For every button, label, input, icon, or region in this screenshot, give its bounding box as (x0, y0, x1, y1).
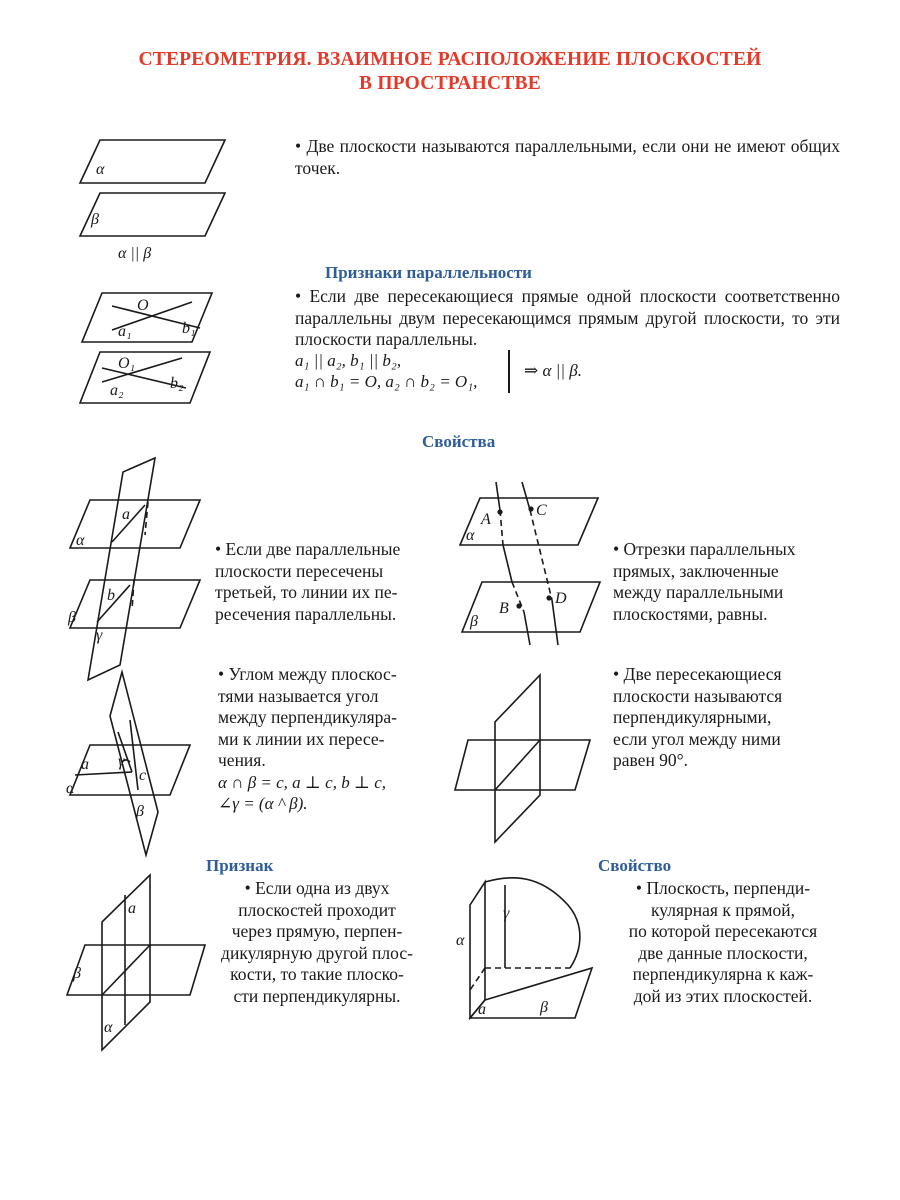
p4-line-5: равен 90°. (613, 750, 689, 770)
property-line-2: кулярная к прямой, (651, 899, 795, 920)
p2-line-2: прямых, заключенные (613, 560, 779, 581)
p2-line-1: • Отрезки параллельных (613, 539, 796, 559)
p3-formula-1: α ∩ β = c, a ⊥ c, b ⊥ c, (218, 773, 386, 792)
p3-label-alpha: α (66, 780, 75, 797)
property-line-3: по которой пересекаются (628, 921, 818, 941)
property-heading: Свойство (598, 856, 672, 875)
p2-label-B: B (499, 600, 509, 617)
p4-line-4: если угол между ними (613, 728, 781, 749)
criteria-text: • Если две пересекающиеся прямые одной плоскости соответственно параллельны двум пересекающимся прямым другой плоскости, то эти плоскости параллельны. (295, 286, 840, 349)
p1-line-3: третьей, то линии их пе- (215, 582, 398, 602)
p2-line-4: плоскостями, равны. (613, 603, 768, 624)
p3-line-2: тями называется угол (218, 685, 379, 706)
properties-heading: Свойства (422, 432, 496, 451)
sign-label-a: a (128, 900, 136, 917)
p2-label-alpha: α (466, 527, 475, 544)
criteria-conclusion: ⇒ α || β. (524, 361, 582, 380)
p3-label-c: c (139, 767, 147, 784)
prop-label-a: a (478, 1001, 486, 1018)
title-line-2: В ПРОСТРАНСТВЕ (359, 73, 541, 94)
label-O1: O₁ (118, 355, 136, 372)
p2-label-A: A (481, 511, 491, 528)
p1-line-1: • Если две параллельные (215, 539, 401, 559)
prop-label-gamma: γ (503, 905, 510, 922)
p3-label-a: a (81, 756, 89, 773)
prop-plane-gamma-curve (485, 878, 580, 968)
p3-formula-2: ∠γ = (α ^ β). (218, 794, 308, 813)
prop-plane-beta (470, 968, 592, 1018)
criteria-formula-line-1: a₁ || a₂, b₁ || b₂, (295, 351, 402, 370)
sign-label-beta: β (73, 965, 81, 982)
criteria-formula-line-2: a₁ ∩ b₁ = O, a₂ ∩ b₂ = O₁, (295, 372, 478, 391)
p3-label-beta: β (136, 803, 144, 820)
p2-label-D: D (555, 590, 567, 607)
p4-line-1: • Две пересекающиеся (613, 664, 782, 684)
p4-line-2: плоскости называются (613, 685, 783, 706)
label-alpha: α (96, 161, 105, 178)
p3-label-gamma: γ (118, 753, 125, 770)
property-line-5: перпендикулярна к каж- (632, 964, 814, 984)
label-O: O (137, 297, 149, 314)
p1-label-alpha: α (76, 532, 85, 549)
p1-label-beta: β (68, 609, 76, 626)
prop-plane-alpha (470, 882, 485, 1018)
prop-label-beta: β (540, 999, 548, 1016)
p3-line-5: чения. (218, 750, 266, 770)
p3-line-4: ми к линии их пересе- (218, 728, 385, 749)
p1-line-2: плоскости пересечены (215, 560, 384, 581)
sign-heading: Признак (206, 856, 274, 875)
title-line-1: СТЕРЕОМЕТРИЯ. ВЗАИМНОЕ РАСПОЛОЖЕНИЕ ПЛОСКОСТЕЙ (138, 49, 762, 70)
property-line-1: • Плоскость, перпенди- (635, 878, 811, 898)
label-beta: β (91, 211, 99, 228)
p3-line-1: • Углом между плоскос- (218, 664, 397, 684)
label-b2: b₂ (170, 375, 184, 392)
p1-line-4: ресечения параллельны. (215, 603, 397, 624)
prop-hidden-diag (470, 968, 485, 990)
p1-label-b: b (107, 587, 115, 604)
sign-line-6: сти перпендикулярны. (233, 985, 401, 1006)
property-line-4: две данные плоскости, (638, 942, 808, 963)
caption-parallel: α || β (118, 245, 152, 262)
sign-line-2: плоскостей проходит (238, 899, 396, 920)
p1-label-a: a (122, 506, 130, 523)
p2-label-C: C (536, 502, 547, 519)
sign-label-alpha: α (104, 1019, 113, 1036)
p2-label-beta: β (470, 613, 478, 630)
property-line-6: дой из этих плоскостей. (633, 985, 813, 1006)
label-a1: a₁ (118, 323, 132, 340)
sign-line-3: через прямую, перпен- (231, 921, 403, 941)
property-text (598, 878, 848, 1007)
p3-line-3: между перпендикуляра- (218, 707, 397, 727)
parallel-definition: • Две плоскости называются параллельными, если они не имеют общих точек. (295, 136, 840, 178)
p2-line-3: между параллельными (613, 582, 784, 602)
label-a2: a₂ (110, 382, 124, 399)
p1-label-gamma: γ (96, 627, 103, 644)
sign-line-4: дикулярную другой плос- (221, 942, 413, 963)
sign-line-1: • Если одна из двух (244, 878, 390, 898)
prop-label-alpha: α (456, 932, 465, 949)
label-b1: b₁ (182, 320, 196, 337)
p4-line-3: перпендикулярными, (613, 707, 772, 727)
sign-line-5: кости, то такие плоско- (230, 964, 404, 984)
criteria-heading: Признаки параллельности (325, 263, 532, 282)
